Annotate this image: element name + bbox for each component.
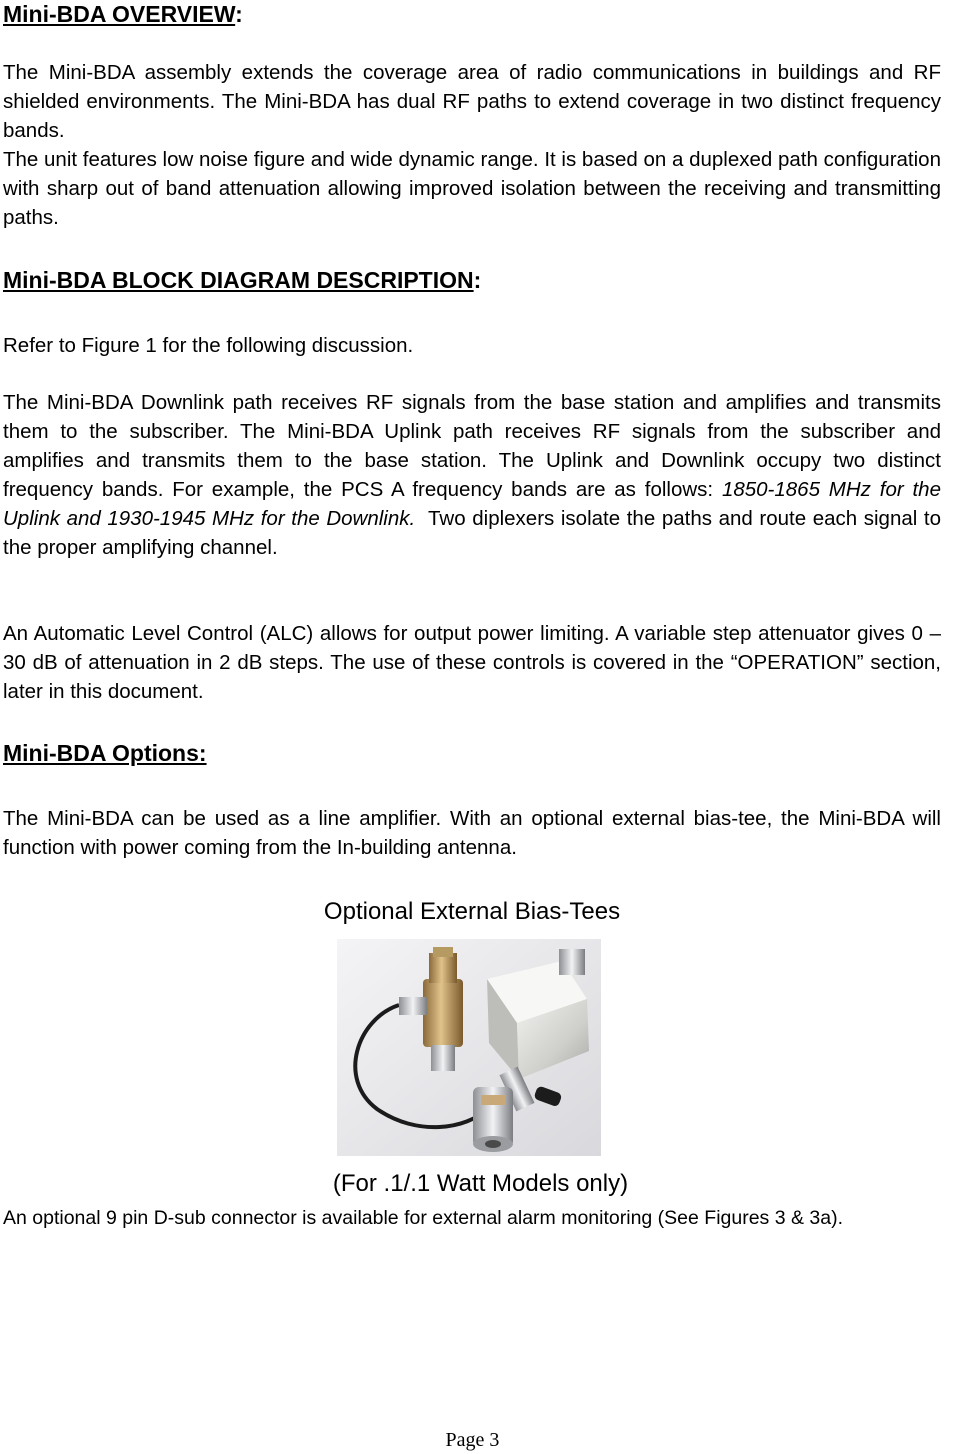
options-heading xyxy=(3,739,207,767)
figure-title: Optional External Bias-Tees xyxy=(323,898,621,925)
block-diagram-heading xyxy=(3,266,481,294)
overview-heading xyxy=(3,0,243,28)
overview-body xyxy=(3,58,941,232)
figure-caption: (For .1/.1 Watt Models only) xyxy=(332,1170,629,1197)
overview-heading-text: Mini-BDA OVERVIEW xyxy=(3,1,236,27)
downlink-uplink-paragraph xyxy=(3,388,947,562)
diplexers-text: Two diplexers isolate the paths and route each signal to the proper amplifying channel. xyxy=(3,507,947,559)
overview-paragraph-2: The unit features low noise figure and wide dynamic range. It is based on a duplexed path configuration with sharp out of band attenuation allowing improved isolation between the receiving and transmitting paths. xyxy=(3,148,941,229)
options-heading-text: Mini-BDA Options: xyxy=(3,740,207,766)
block-diagram-heading-text: Mini-BDA BLOCK DIAGRAM DESCRIPTION xyxy=(3,267,474,293)
figure-reference-paragraph: Refer to Figure 1 for the following discussion. xyxy=(3,334,414,357)
frequency-bands-text: 1850-1865 MHz for the Uplink and 1930-1945 MHz for the Downlink. xyxy=(3,478,941,530)
alc-paragraph: An Automatic Level Control (ALC) allows for output power limiting. A variable step attenuator gives 0 – 30 dB of attenuation in 2 dB steps. The use of these controls is covered in the “OPERATION” section, later in this document. xyxy=(3,622,941,703)
overview-paragraph-1: The Mini-BDA assembly extends the coverage area of radio communications in buildings and RF shielded environments. The Mini-BDA has dual RF paths to extend coverage in two distinct frequency bands. xyxy=(3,61,941,142)
block-diagram-heading-colon: : xyxy=(473,267,482,293)
bias-tees-photo xyxy=(337,939,601,1156)
dsub-connector-paragraph: An optional 9 pin D-sub connector is available for external alarm monitoring (See Figures 3 & 3a). xyxy=(3,1207,844,1229)
page-number: Page 3 xyxy=(445,1429,500,1451)
line-amplifier-paragraph: The Mini-BDA can be used as a line amplifier. With an optional external bias-tee, the Mini-BDA will function with power coming from the In-building antenna. xyxy=(3,807,941,859)
downlink-uplink-text: The Mini-BDA Downlink path receives RF signals from the base station and amplifies and transmits them to the subscriber. The Mini-BDA Uplink path receives RF signals from the subscriber and amplifies and transmits them to the base station. The Uplink and Downlink occupy two distinct frequency bands. For example, the PCS A frequency bands are as follows: xyxy=(3,391,941,501)
overview-heading-colon: : xyxy=(235,1,243,27)
